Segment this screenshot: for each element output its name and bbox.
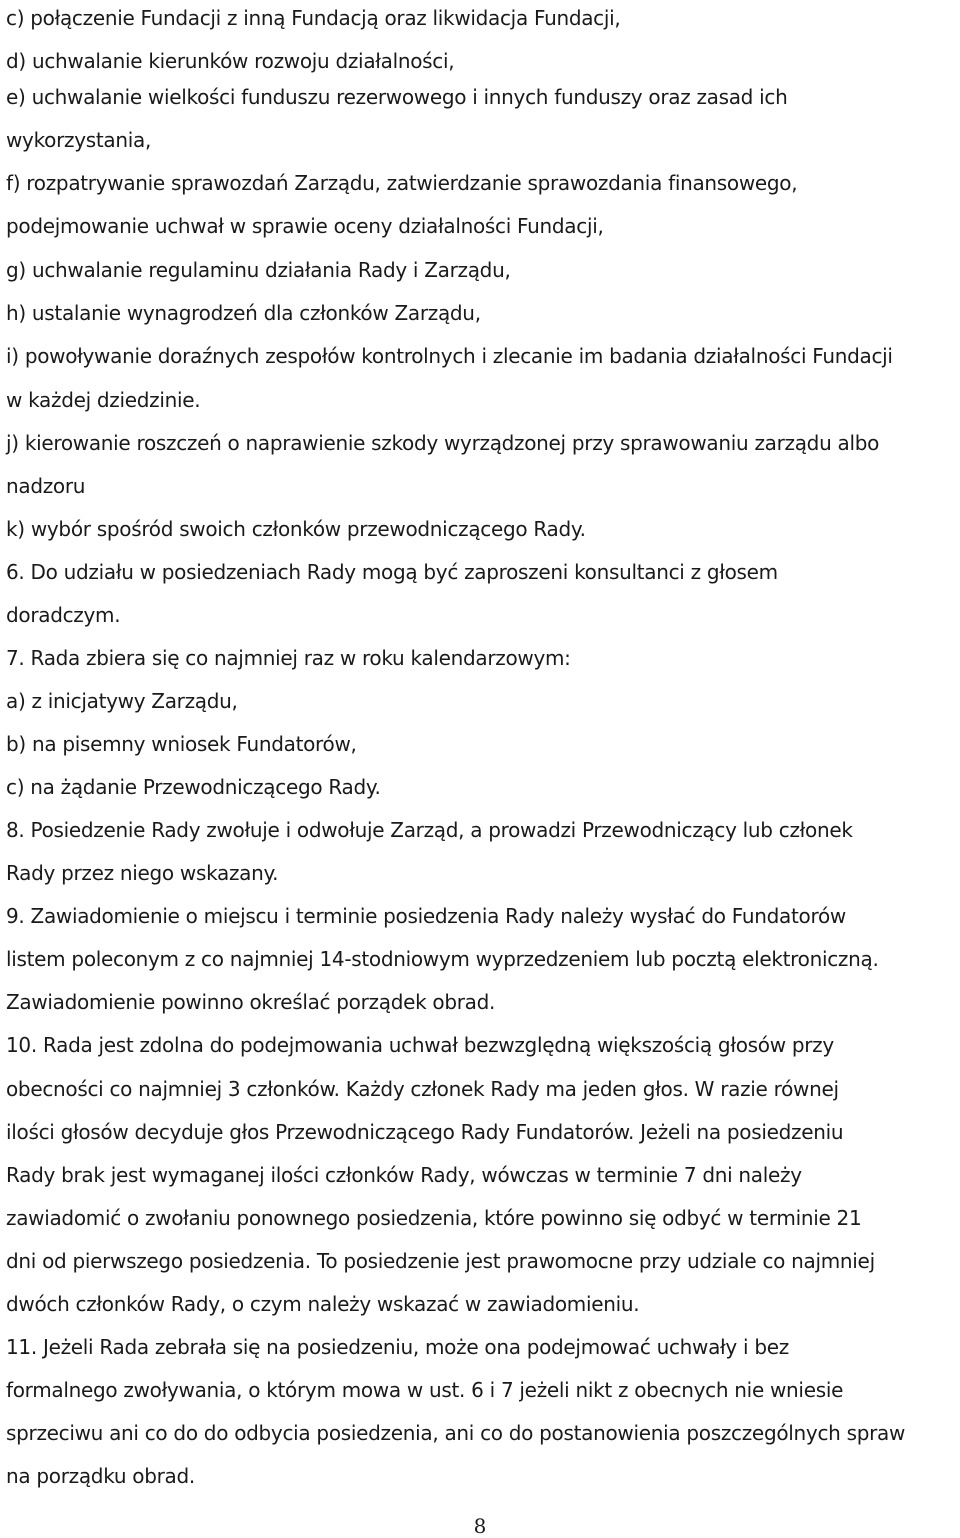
text-line: obecności co najmniej 3 członków. Każdy członek Rady ma jeden głos. W razie równej: [6, 1077, 839, 1101]
text-line: k) wybór spośród swoich członków przewodniczącego Rady.: [6, 517, 586, 541]
text-line: i) powoływanie doraźnych zespołów kontrolnych i zlecanie im badania działalności Fundacji: [6, 344, 893, 368]
text-line: h) ustalanie wynagrodzeń dla członków Zarządu,: [6, 301, 481, 325]
text-line: w każdej dziedzinie.: [6, 388, 201, 412]
text-line: d) uchwalanie kierunków rozwoju działalności,: [6, 49, 455, 73]
text-line: 7. Rada zbiera się co najmniej raz w roku kalendarzowym:: [6, 646, 571, 670]
text-line: 8. Posiedzenie Rady zwołuje i odwołuje Zarząd, a prowadzi Przewodniczący lub członek: [6, 818, 853, 842]
text-line: doradczym.: [6, 603, 121, 627]
text-line: zawiadomić o zwołaniu ponownego posiedzenia, które powinno się odbyć w terminie 21: [6, 1206, 862, 1230]
text-line: e) uchwalanie wielkości funduszu rezerwowego i innych funduszy oraz zasad ich: [6, 85, 788, 109]
text-line: 11. Jeżeli Rada zebrała się na posiedzeniu, może ona podejmować uchwały i bez: [6, 1335, 789, 1359]
text-line: 10. Rada jest zdolna do podejmowania uchwał bezwzględną większością głosów przy: [6, 1033, 834, 1057]
page-number: 8: [473, 1514, 487, 1538]
text-line: Rady przez niego wskazany.: [6, 861, 279, 885]
text-line: dwóch członków Rady, o czym należy wskazać w zawiadomieniu.: [6, 1292, 640, 1316]
text-line: Zawiadomienie powinno określać porządek obrad.: [6, 990, 496, 1014]
text-line: ilości głosów decyduje głos Przewodniczącego Rady Fundatorów. Jeżeli na posiedzeniu: [6, 1120, 844, 1144]
text-line: a) z inicjatywy Zarządu,: [6, 689, 238, 713]
text-line: b) na pisemny wniosek Fundatorów,: [6, 732, 357, 756]
text-line: j) kierowanie roszczeń o naprawienie szkody wyrządzonej przy sprawowaniu zarządu albo: [6, 431, 880, 455]
text-line: wykorzystania,: [6, 128, 152, 152]
text-line: 6. Do udziału w posiedzeniach Rady mogą być zaproszeni konsultanci z głosem: [6, 560, 778, 584]
text-line: podejmowanie uchwał w sprawie oceny działalności Fundacji,: [6, 214, 604, 238]
text-line: 9. Zawiadomienie o miejscu i terminie posiedzenia Rady należy wysłać do Fundatorów: [6, 904, 846, 928]
text-line: listem poleconym z co najmniej 14-stodniowym wyprzedzeniem lub pocztą elektroniczną.: [6, 947, 879, 971]
text-line: dni od pierwszego posiedzenia. To posiedzenie jest prawomocne przy udziale co najmniej: [6, 1249, 875, 1273]
text-line: f) rozpatrywanie sprawozdań Zarządu, zatwierdzanie sprawozdania finansowego,: [6, 171, 798, 195]
text-line: na porządku obrad.: [6, 1464, 195, 1488]
text-line: Rady brak jest wymaganej ilości członków Rady, wówczas w terminie 7 dni należy: [6, 1163, 802, 1187]
text-line: sprzeciwu ani co do do odbycia posiedzenia, ani co do postanowienia poszczególnych spraw: [6, 1421, 906, 1445]
text-line: c) połączenie Fundacji z inną Fundacją oraz likwidacja Fundacji,: [6, 6, 621, 30]
text-line: nadzoru: [6, 474, 86, 498]
text-line: c) na żądanie Przewodniczącego Rady.: [6, 775, 381, 799]
text-line: formalnego zwoływania, o którym mowa w ust. 6 i 7 jeżeli nikt z obecnych nie wniesie: [6, 1378, 844, 1402]
text-line: g) uchwalanie regulaminu działania Rady i Zarządu,: [6, 258, 511, 282]
